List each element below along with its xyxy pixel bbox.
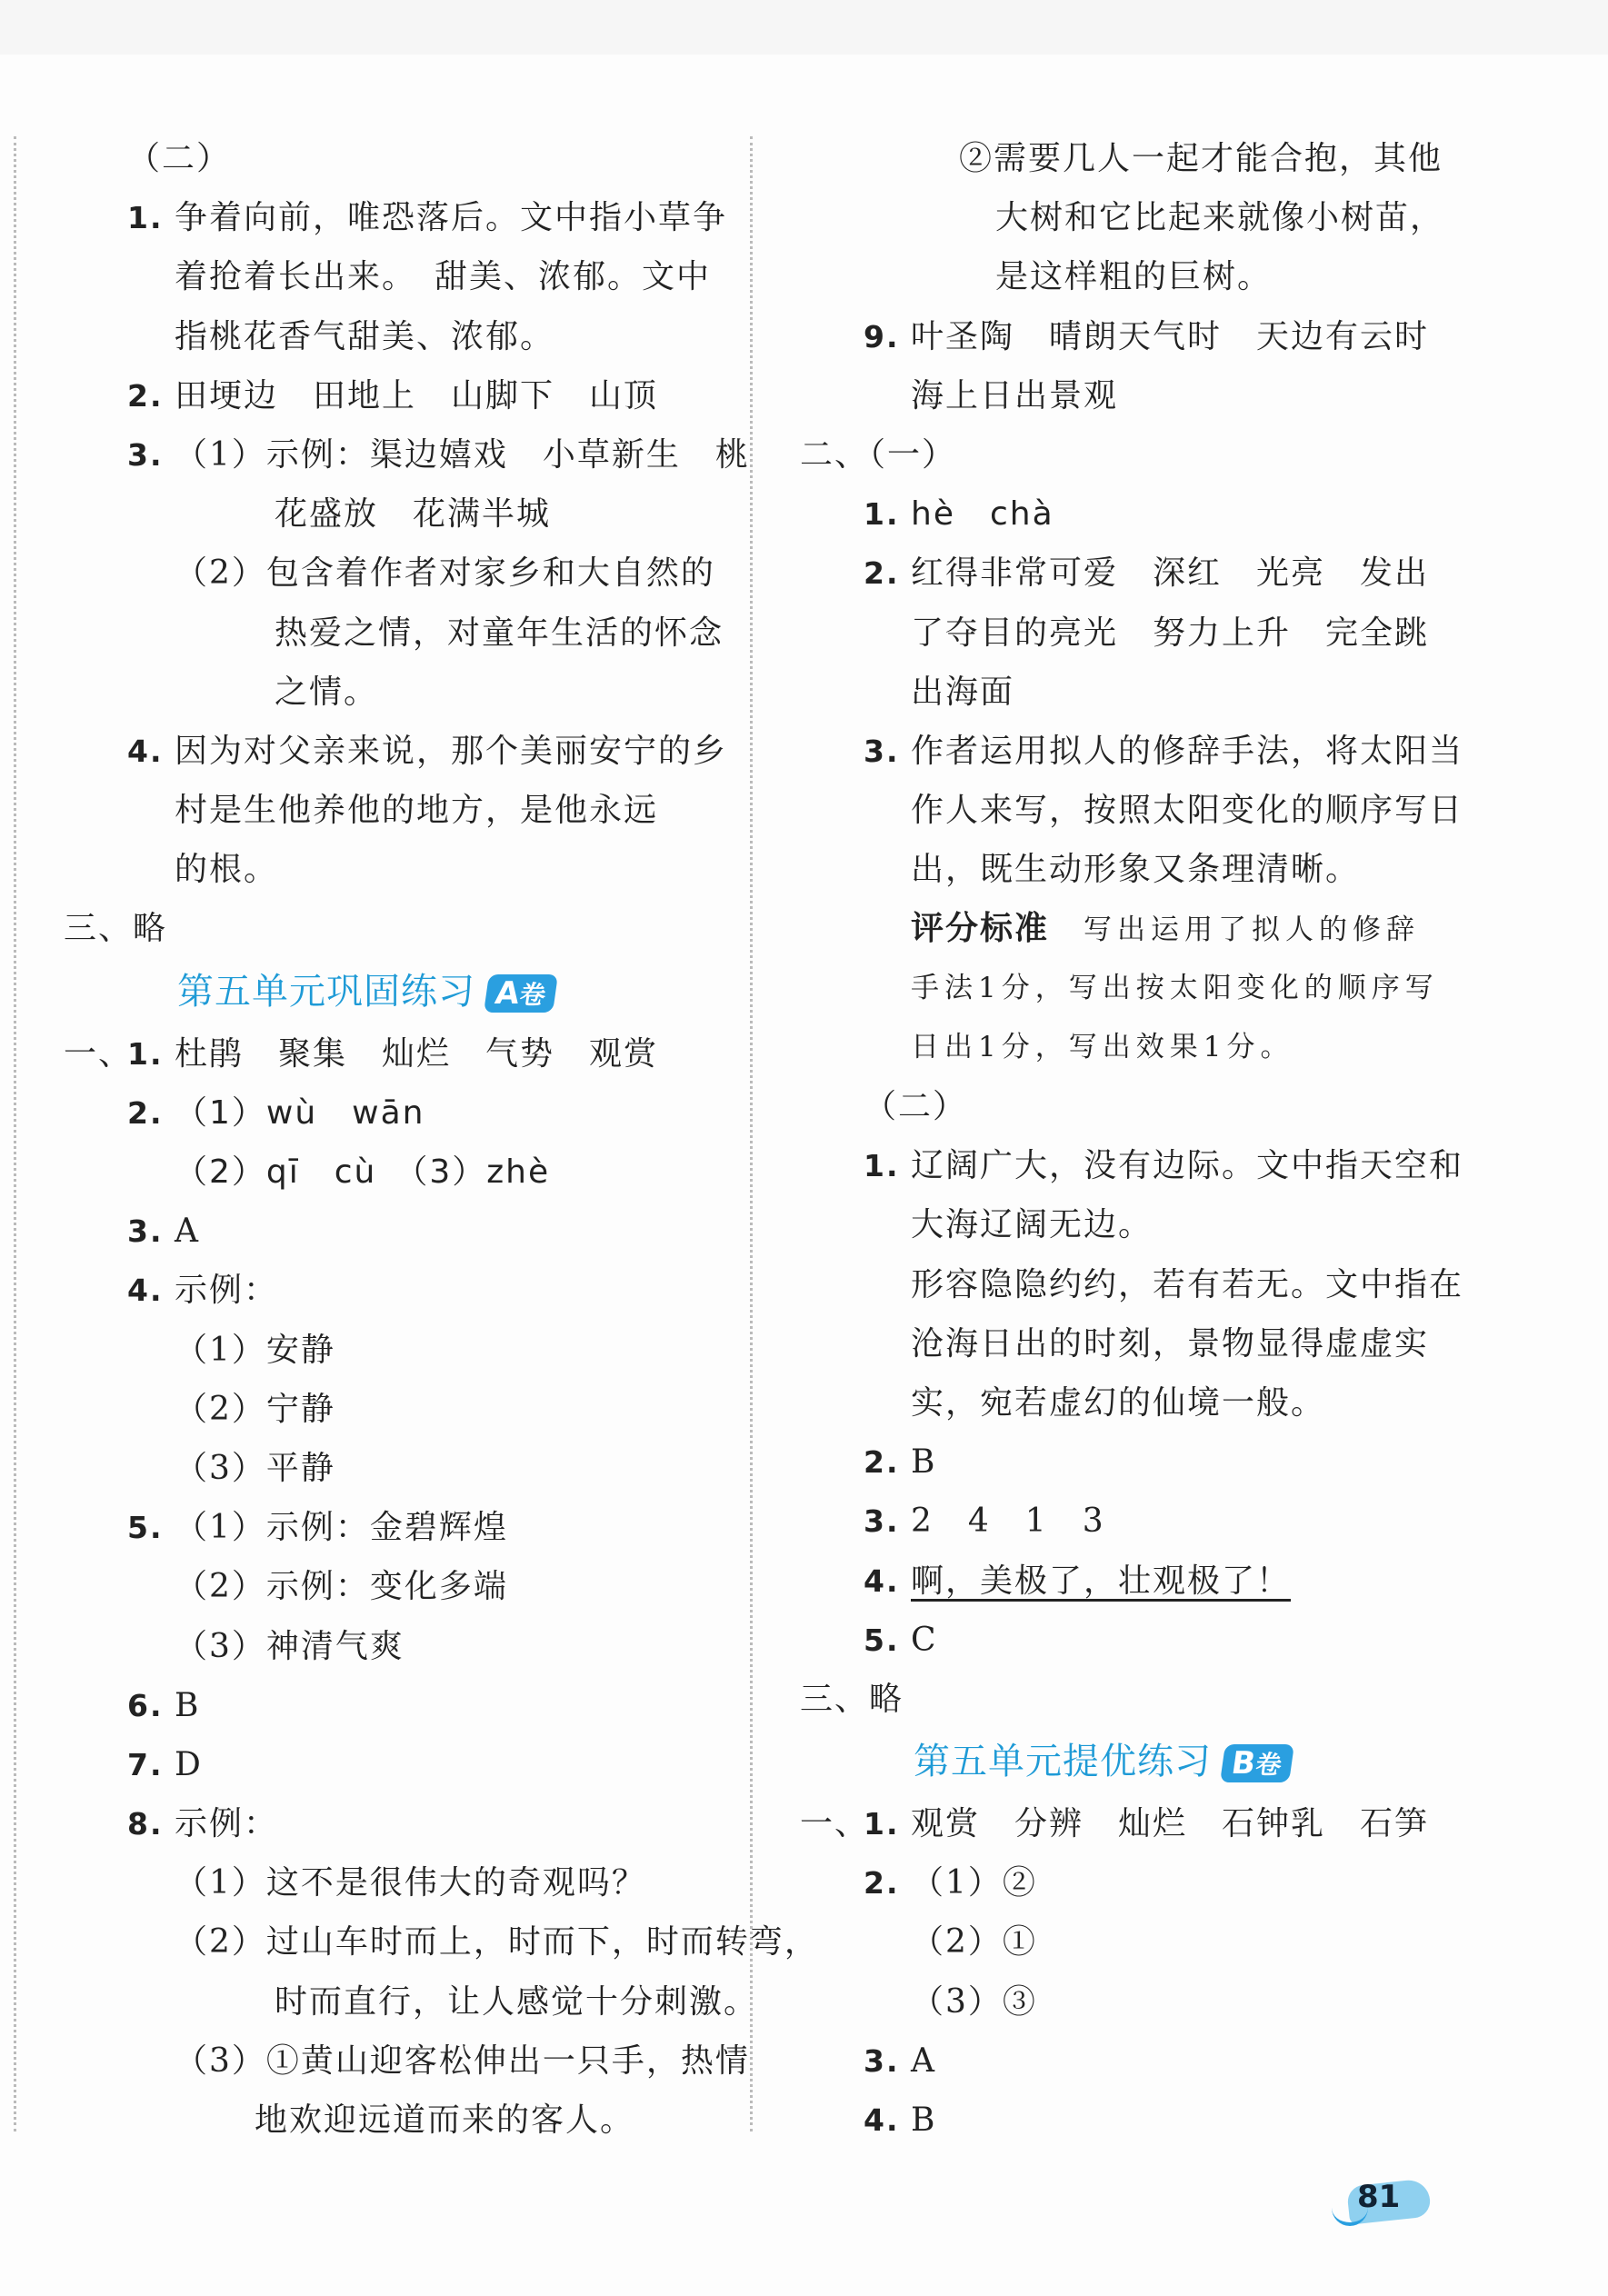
center-dotted-rule (750, 136, 753, 2131)
answer-line: （2）qī cù （3）zhè (175, 1153, 551, 1191)
answer-line: 地欢迎远道而来的客人。 (255, 2101, 635, 2139)
answer-line: 海上日出景观 (911, 376, 1119, 414)
answer-line: （3）平静 (175, 1449, 335, 1487)
scoring-criteria-line: 手法1分，写出按太阳变化的顺序写 (911, 971, 1439, 1004)
answer-line: （2）示例：变化多端 (175, 1568, 508, 1606)
answer-line: 指桃花香气甜美、浓郁。 (175, 317, 555, 355)
section-header: （二） (127, 140, 232, 177)
answer-line: 大树和它比起来就像小树苗， (995, 199, 1445, 237)
answer-line: 作人来写，按照太阳变化的顺序写日 (911, 792, 1464, 830)
section-header: 三、略 (800, 1680, 904, 1718)
answer-line: （2）过山车时而上，时而下，时而转弯， (175, 1923, 819, 1962)
answer-line: 出，既生动形象又条理清晰。 (911, 851, 1361, 889)
answer-line: 2. 红得非常可爱 深红 光亮 发出 (864, 554, 1430, 593)
answer-line: 8. 示例： (127, 1805, 279, 1843)
answer-line: （1）这不是很伟大的奇观吗？ (175, 1864, 646, 1902)
answer-line: 形容隐隐约约，若有若无。文中指在 (911, 1265, 1464, 1303)
answer-line: 4. 啊，美极了，壮观极了！ (864, 1562, 1292, 1600)
answer-line: （1）安静 (175, 1331, 335, 1369)
answer-line: 热爱之情，对童年生活的怀念 (275, 614, 724, 652)
unit-a-badge: A卷 (484, 974, 558, 1013)
answer-line: （3）神清气爽 (175, 1627, 404, 1665)
answer-line: （3）①黄山迎客松伸出一只手，热情 (175, 2041, 750, 2080)
unit-b-heading (800, 1729, 1473, 1794)
top-margin (0, 0, 1608, 55)
answer-line: 实，宛若虚幻的仙境一般。 (911, 1383, 1326, 1422)
unit-a-heading (64, 959, 718, 1024)
answer-line: 出海面 (911, 673, 1015, 711)
answer-line: 着抢着长出来。 甜美、浓郁。文中 (175, 258, 712, 296)
answer-line: 之情。 (275, 673, 379, 711)
section-header: 三、略 (64, 910, 168, 948)
page-number: 81 (1357, 2179, 1401, 2215)
answer-line: 沧海日出的时刻，景物显得虚虚实 (911, 1324, 1430, 1363)
answer-line: 4. B (864, 2101, 937, 2139)
answer-line: 2. （1）② (864, 1864, 1037, 1902)
scoring-criteria: 评分标准 写出运用了拟人的修辞 (911, 910, 1421, 948)
answer-line: 大海辽阔无边。 (911, 1206, 1154, 1244)
answer-line: 3. 作者运用拟人的修辞手法，将太阳当 (864, 732, 1464, 770)
answer-line: 时而直行，让人感觉十分刺激。 (275, 1982, 759, 2021)
section-header: （二） (864, 1088, 968, 1125)
answer-line: （2）包含着作者对家乡和大自然的 (175, 554, 715, 593)
answer-line: 1. 辽阔广大，没有边际。文中指天空和 (864, 1147, 1464, 1185)
answer-line: 9. 叶圣陶 晴朗天气时 天边有云时 (864, 317, 1430, 355)
answer-line: 了夺目的亮光 努力上升 完全跳 (911, 614, 1430, 652)
right-column (800, 129, 1473, 2150)
section-header: 二、（一） (800, 435, 957, 474)
left-column (64, 129, 819, 2150)
answer-line: 7. D (127, 1745, 203, 1783)
answer-line: 3. A (864, 2041, 936, 2080)
answer-line: 4. 因为对父亲来说，那个美丽安宁的乡 (127, 732, 728, 770)
answer-line: 1. 争着向前，唯恐落后。文中指小草争 (127, 199, 728, 237)
answer-line: 3. （1）示例：渠边嬉戏 小草新生 桃 (127, 435, 750, 474)
answer-line: （3）③ (911, 1982, 1037, 2021)
answer-line: 6. B (127, 1686, 201, 1724)
scoring-criteria-line: 日出1分，写出效果1分。 (911, 1030, 1294, 1063)
answer-line: 1. hè chà (864, 495, 1054, 534)
answer-line: ②需要几人一起才能合抱，其他 (959, 140, 1443, 177)
answer-line: 2. B (864, 1443, 937, 1482)
answer-line: 是这样粗的巨树。 (995, 258, 1273, 296)
scoring-criteria-label: 评分标准 (911, 910, 1050, 948)
unit-b-title: 第五单元提优练习 (914, 1741, 1212, 1783)
answer-line: 5. （1）示例：金碧辉煌 (127, 1509, 508, 1547)
answer-line: 3. 2 4 1 3 (864, 1502, 1105, 1541)
unit-a-title: 第五单元巩固练习 (177, 970, 475, 1013)
unit-b-badge: B卷 (1220, 1744, 1294, 1782)
answer-line: 5. C (864, 1621, 938, 1659)
answer-line: 的根。 (175, 851, 279, 889)
answer-line: （2）宁静 (175, 1390, 335, 1428)
answer-line: 花盛放 花满半城 (275, 495, 552, 534)
left-dotted-rule (14, 136, 16, 2131)
answer-line: （2）① (911, 1923, 1037, 1962)
answer-line: 村是生他养他的地方，是他永远 (175, 792, 659, 830)
answer-line: 2. 田埂边 田地上 山脚下 山顶 (127, 376, 659, 414)
answer-line: 4. 示例： (127, 1272, 279, 1310)
answer-line: 3. A (127, 1213, 200, 1251)
answer-line: 一、1. 观赏 分辨 灿烂 石钟乳 石笋 (800, 1805, 1430, 1843)
answer-line: 一、1. 杜鹃 聚集 灿烂 气势 观赏 (64, 1034, 659, 1073)
answer-line: 2. （1）wù wān (127, 1093, 425, 1132)
page-number-badge (1332, 2177, 1441, 2228)
